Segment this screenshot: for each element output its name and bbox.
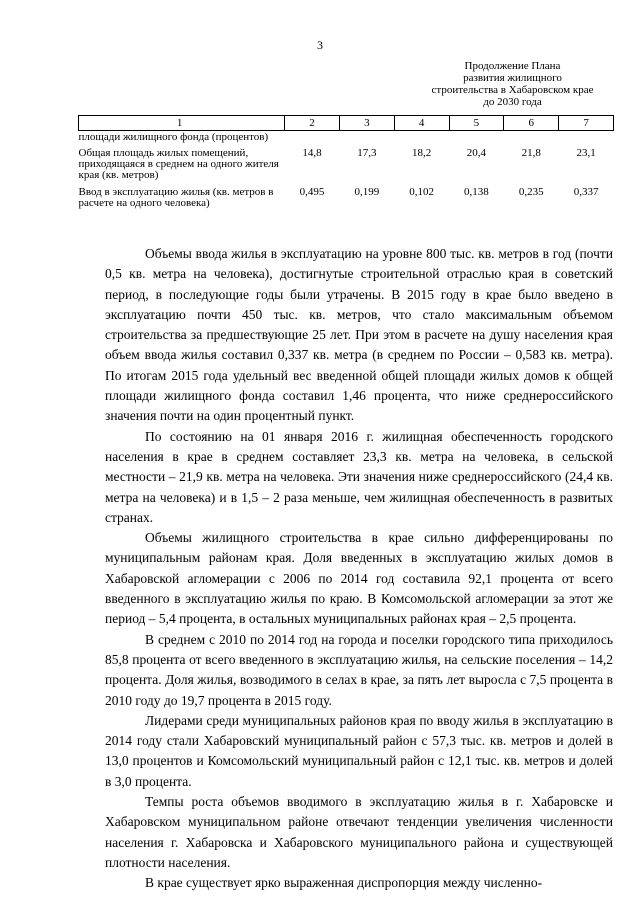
paragraph: Объемы жилищного строительства в крае сильно дифференцированы по муниципальным районам края. Доля введенных в эксплуатацию жилых домов в Хабаровской агломерации с 2006 по 2014 год составила 92,1 процента от всего введенного в эксплуатацию жилья по краю. В Комсомольской агломерации за этот же период – 5,4 процента, в остальных муниципальных районах края – 2,5 процента. (105, 530, 613, 627)
continuation-line: развития жилищного (463, 72, 562, 84)
paragraph: В среднем с 2010 по 2014 год на города и поселки городского типа приходилось 85,8 процента от всего введенного в эксплуатацию жилья, на сельские поселения – 14,2 процента. Доля жилья, возводимого в селах в крае, за пять лет выросла с 7,5 процента в 2010 году до 19,7 процента в 2015 году. (105, 631, 613, 708)
page-number: 3 (317, 38, 323, 52)
cell (339, 131, 394, 144)
body-text (105, 244, 613, 894)
continuation-line: строительства в Хабаровском крае (431, 84, 594, 96)
table-header-row (79, 116, 614, 131)
continuation-line: Продолжение Плана (464, 60, 561, 72)
cell (394, 131, 449, 144)
cell: 0,337 (573, 186, 599, 198)
paragraph: Лидерами среди муниципальных районов края по вводу жилья в эксплуатацию в 2014 году стали Хабаровский муниципальный район с 57,3 тыс. кв. метров и долей в 13,0 процентов и Комсомольский муниципальный район с 12,1 тыс. кв. метров и долей в 3,0 процента. (105, 712, 613, 789)
cell: 20,4 (466, 147, 487, 159)
table-header-cell: 6 (504, 116, 559, 131)
table-header-cell: 7 (559, 116, 614, 131)
cell: 21,8 (521, 147, 541, 159)
table-header-cell: 1 (79, 116, 285, 131)
indicators-table (78, 115, 614, 209)
table-header-cell: 5 (449, 116, 504, 131)
row-label: Общая площадь жилых помещений, приходящаяся в среднем на одного жителя края (кв. метров) (78, 147, 279, 181)
cell: 23,1 (576, 147, 596, 159)
paragraph: В крае существует ярко выраженная диспропорция между численно- (145, 875, 543, 891)
table-header-cell: 4 (394, 116, 449, 131)
paragraph: Объемы ввода жилья в эксплуатацию на уровне 800 тыс. кв. метров в год (почти 0,5 кв. метра на человека), достигнутые строительной отраслью края в советский период, в последующие годы были утрачены. В 2015 году в крае было введено в эксплуатацию почти 450 тыс. кв. метров, что стало максимальным объемом строительства за предшествующие 25 лет. При этом в расчете на душу населения края объем ввода жилья составил 0,337 кв. метра (в среднем по России – 0,583 кв. метра). По итогам 2015 года удельный вес введенной общей площади жилых домов к общей площади жилищного фонда составил 1,46 процента, что ниже среднероссийского значения почти на один процентный пункт. (105, 246, 613, 424)
paragraph: По состоянию на 01 января 2016 г. жилищная обеспеченность городского населения в крае в среднем составляет 23,3 кв. метра на человека, в сельской местности – 21,9 кв. метра на человека. Эти значения ниже среднероссийского (24,4 кв. метра на человека) и в 1,5 – 2 раза меньше, чем жилищная обеспеченность в развитых странах. (105, 428, 613, 525)
cell: 18,2 (412, 147, 432, 159)
table-row (79, 181, 614, 209)
cell: 17,3 (357, 147, 377, 159)
cell (449, 131, 504, 144)
continuation-line: до 2030 года (483, 96, 542, 108)
cell: 0,138 (464, 186, 489, 198)
cell (504, 131, 559, 144)
table-row (79, 143, 614, 181)
table-header-cell: 3 (339, 116, 394, 131)
paragraph: Темпы роста объемов вводимого в эксплуатацию жилья в г. Хабаровске и Хабаровском муниципальном районе отвечают тенденции увеличения численности населения г. Хабаровска и Хабаровского муниципального района и существующей плотности населения. (105, 794, 613, 870)
cell: 0,495 (299, 186, 325, 198)
cell: 0,235 (518, 186, 544, 198)
table-row (79, 131, 614, 144)
cell (559, 131, 614, 144)
row-label: Ввод в эксплуатацию жилья (кв. метров в расчете на одного человека) (78, 186, 274, 209)
row-label: площади жилищного фонда (процентов) (78, 131, 269, 143)
continuation-header (410, 60, 615, 108)
cell: 0,199 (354, 186, 380, 198)
cell (285, 131, 340, 144)
table-header-cell: 2 (285, 116, 340, 131)
cell: 0,102 (409, 186, 434, 198)
cell: 14,8 (302, 147, 322, 159)
